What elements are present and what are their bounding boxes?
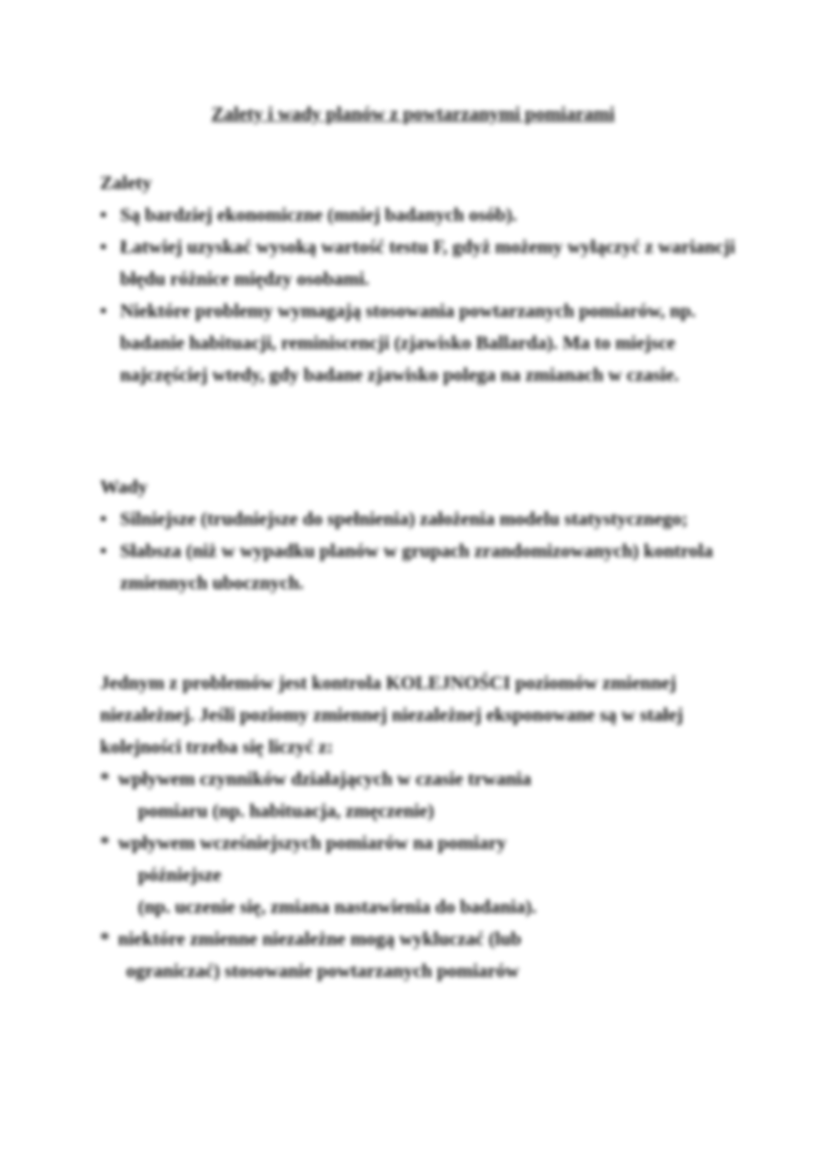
list-item xyxy=(100,764,740,796)
list-item xyxy=(100,504,740,536)
advantage-text: Łatwiej uzyskać wysoką wartość testu F, gdyż możemy wyłączyć z wariancji błędu różnice między osobami. xyxy=(120,237,736,290)
disadvantages-section xyxy=(100,472,740,600)
advantage-text: Niektóre problemy wymagają stosowania powtarzanych pomiarów, np. badanie habituacji, reminiscencji (zjawisko Ballarda). Ma to miejsce najczęściej wtedy, gdy badane zjawisko polega na zmianach w czasie. xyxy=(120,301,696,386)
disadvantages-heading: Wady xyxy=(100,477,148,498)
disadvantage-text: Słabsza (niż w wypadku planów w grupach zrandomizowanych) kontrola zmiennych ubocznych. xyxy=(120,541,713,594)
list-item xyxy=(100,536,740,600)
order-item-line: pomiaru (np. habituacja, zmęczenie) xyxy=(138,801,435,822)
order-problem-section xyxy=(100,668,740,988)
order-item-line: wpływem czynników działających w czasie trwania xyxy=(118,769,532,790)
list-item xyxy=(100,232,740,296)
bullet-icon: • xyxy=(100,301,107,322)
bullet-icon: • xyxy=(100,509,107,530)
disadvantage-text: Silniejsze (trudniejsze do spełnienia) założenia modelu statystycznego; xyxy=(120,509,688,530)
list-item xyxy=(100,828,740,860)
order-item-line: wpływem wcześniejszych pomiarów na pomiary xyxy=(118,833,507,854)
bullet-icon: • xyxy=(100,237,107,258)
list-item xyxy=(100,200,740,232)
advantage-text: Są bardziej ekonomiczne (mniej badanych osób). xyxy=(120,205,517,226)
asterisk-icon: * xyxy=(100,833,110,854)
asterisk-icon: * xyxy=(100,929,110,950)
document-title: Zalety i wady planów z powtarzanymi pomiarami xyxy=(211,104,615,125)
list-item xyxy=(100,924,740,956)
order-item-line: niektóre zmienne niezależne mogą wykluczać (lub xyxy=(118,929,522,950)
order-item-line: późniejsze xyxy=(138,865,222,886)
order-item-line: (np. uczenie się, zmiana nastawienia do badania). xyxy=(138,897,537,918)
advantages-section xyxy=(100,168,740,392)
bullet-icon: • xyxy=(100,541,107,562)
order-item-line: ograniczać) stosowanie powtarzanych pomiarów xyxy=(126,961,520,982)
list-item xyxy=(100,296,740,392)
order-problem-intro: Jednym z problemów jest kontrola KOLEJNOŚCI poziomów zmiennej niezależnej. Jeśli poziomy zmiennej niezależnej eksponowane są w stałej kolejności trzeba się liczyć z: xyxy=(100,673,684,758)
advantages-heading: Zalety xyxy=(100,173,152,194)
bullet-icon: • xyxy=(100,205,107,226)
asterisk-icon: * xyxy=(100,769,110,790)
